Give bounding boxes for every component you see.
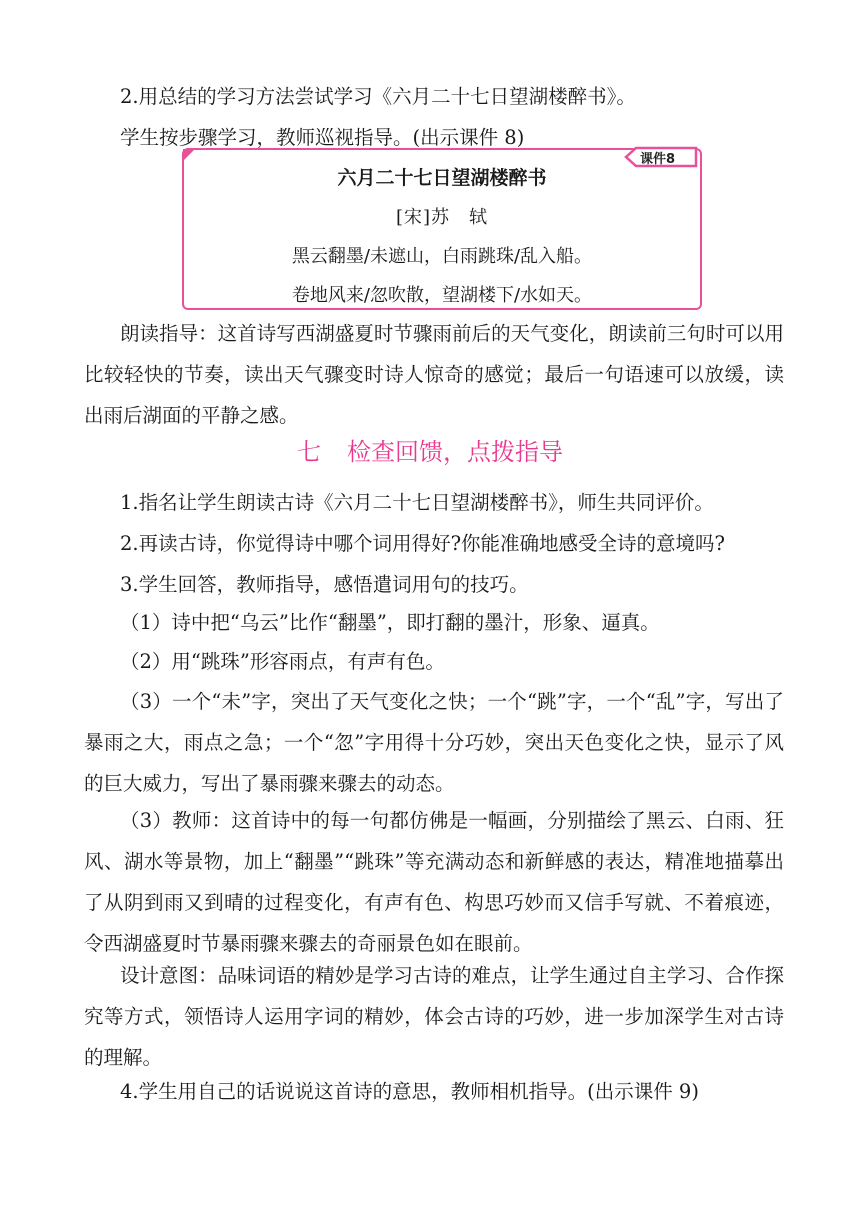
section-heading (0, 432, 860, 467)
poem-line: 卷地风来/忽吹散，望湖楼下/水如天。 (291, 285, 593, 306)
paragraph-step-2: 2.用总结的学习方法尝试学习《六月二十七日望湖楼醉书》。 (120, 85, 636, 108)
paragraph-reading-guide: 朗读指导：这首诗写西湖盛夏时节骤雨前后的天气变化，朗读前三句时可以用比较轻快的节奏，读出天气骤变时诗人惊奇的感觉；最后一句语速可以放缓，读出雨后湖面的平静之感。 (84, 322, 784, 427)
paragraph-point-1: （1）诗中把“乌云”比作“翻墨”，即打翻的墨汁，形象、逼真。 (120, 611, 660, 634)
paragraph-step-3: 3.学生回答，教师指导，感悟遣词用句的技巧。 (120, 573, 529, 596)
poem-line: 黑云翻墨/未遮山，白雨跳珠/乱入船。 (291, 246, 593, 267)
courseware-poem-box (182, 148, 702, 310)
courseware-tab-label: 课件8 (640, 152, 676, 167)
paragraph-step-4: 4.学生用自己的话说说这首诗的意思，教师相机指导。(出示课件 9) (120, 1080, 699, 1103)
paragraph-point-3: （3）一个“未”字，突出了天气变化之快；一个“跳”字，一个“乱”字，写出了暴雨之大，雨点之急；一个“忽”字用得十分巧妙，突出天色变化之快，显示了风的巨大威力，写出了暴雨骤来骤去的动态。 (84, 690, 784, 795)
paragraph-design-intent: 设计意图：品味词语的精妙是学习古诗的难点，让学生通过自主学习、合作探究等方式，领悟诗人运用字词的精妙，体会古诗的巧妙，进一步加深学生对古诗的理解。 (84, 964, 784, 1069)
paragraph-step-2-reread: 2.再读古诗，你觉得诗中哪个词用得好?你能准确地感受全诗的意境吗? (120, 532, 726, 555)
section-title: 检查回馈，点拨指导 (347, 438, 563, 466)
section-number: 七 (297, 438, 321, 466)
paragraph-step-1: 1.指名让学生朗读古诗《六月二十七日望湖楼醉书》，师生共同评价。 (120, 491, 714, 514)
paragraph-teacher-summary: （3）教师：这首诗中的每一句都仿佛是一幅画，分别描绘了黑云、白雨、狂风、湖水等景物，加上“翻墨”“跳珠”等充满动态和新鲜感的表达，精准地描摹出了从阴到雨又到晴的过程变化，有声有色、构思巧妙而又信手写就、不着痕迹，令西湖盛夏时节暴雨骤来骤去的奇丽景色如在眼前。 (84, 809, 784, 955)
poem-title: 六月二十七日望湖楼醉书 (337, 167, 547, 189)
paragraph-point-2: （2）用“跳珠”形容雨点，有声有色。 (120, 650, 445, 673)
paragraph-student-steps: 学生按步骤学习，教师巡视指导。(出示课件 8) (120, 126, 525, 149)
corner-decoration (183, 149, 195, 161)
poem-author: [宋]苏 轼 (395, 207, 489, 228)
